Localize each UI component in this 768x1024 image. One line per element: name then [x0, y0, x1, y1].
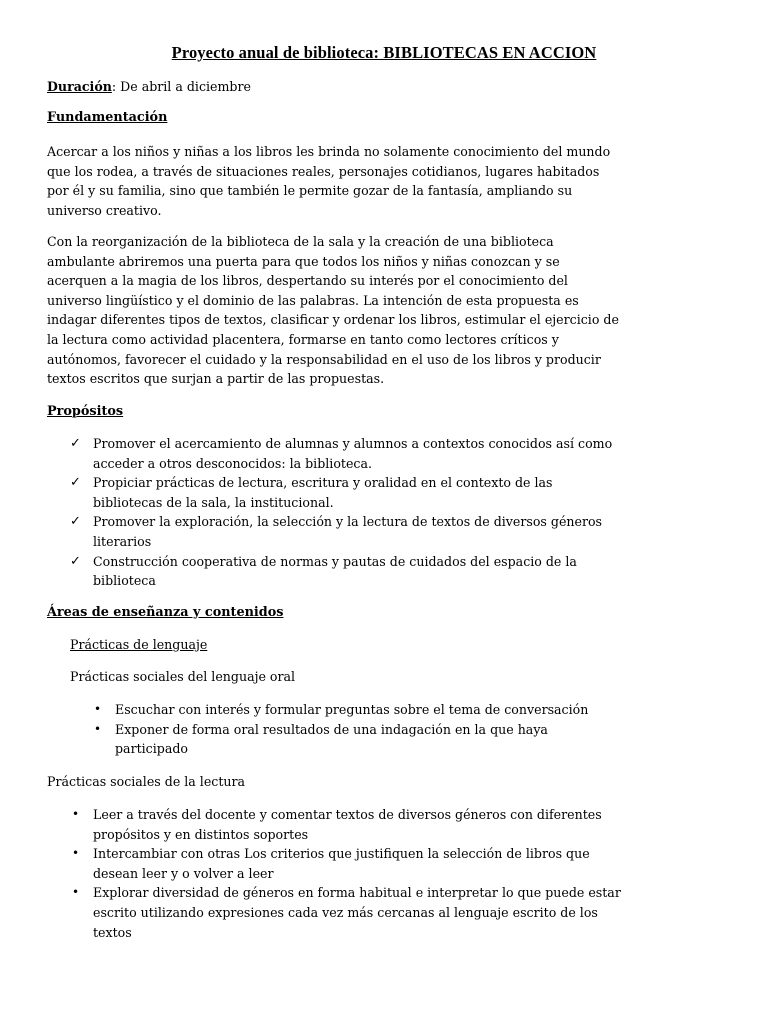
oral-list — [92, 700, 588, 759]
list-item-text: escrito utilizando expresiones cada vez más cercanas al lenguaje escrito de los — [93, 904, 598, 920]
paragraph-line: la lectura como actividad placentera, formarse en tanto como lectores críticos y — [47, 331, 559, 347]
list-item — [70, 844, 621, 883]
paragraph-line: ambulante abriremos una puerta para que todos los niños y niñas conozcan y se — [47, 253, 560, 269]
list-item-text: literarios — [93, 533, 152, 549]
list-item-text: Explorar diversidad de géneros en forma habitual e interpretar lo que puede estar — [93, 885, 621, 901]
list-item — [92, 720, 588, 759]
checkmark-icon: ✓ — [70, 514, 81, 530]
list-item — [70, 473, 612, 512]
list-item — [70, 512, 612, 551]
paragraph-line: universo creativo. — [47, 202, 162, 218]
list-item — [70, 434, 612, 473]
duration-value: : De abril a diciembre — [111, 79, 251, 94]
lectura-list — [70, 805, 621, 942]
propositos-list — [70, 434, 612, 591]
list-item-text: Escuchar con interés y formular preguntas sobre el tema de conversación — [115, 702, 589, 717]
paragraph-line: que los rodea, a través de situaciones reales, personajes cotidianos, lugares habitados — [47, 163, 600, 179]
list-item-text: acceder a otros desconocidos: la biblioteca. — [93, 455, 372, 471]
list-item-text: textos — [93, 924, 132, 940]
bullet-icon: • — [94, 702, 102, 716]
fundamentacion-paragraph-1 — [47, 142, 727, 220]
list-item-text: biblioteca — [93, 573, 156, 589]
list-item-text: Exponer de forma oral resultados de una indagación en la que haya — [115, 721, 548, 737]
bullet-icon: • — [72, 807, 80, 821]
list-item — [70, 552, 612, 591]
practicas-lenguaje-subheading: Prácticas de lenguaje — [70, 637, 208, 652]
list-item-text: propósitos y en distintos soportes — [93, 826, 309, 842]
paragraph-line: textos escritos que surjan a partir de las propuestas. — [47, 371, 385, 387]
oral-subheading: Prácticas sociales del lenguaje oral — [70, 669, 296, 684]
paragraph-line: acerquen a la magia de los libros, despertando su interés por el conocimiento del — [47, 273, 568, 289]
list-item-text: Leer a través del docente y comentar textos de diversos géneros con diferentes — [93, 807, 602, 822]
checkmark-icon: ✓ — [70, 436, 81, 451]
list-item-text: participado — [115, 741, 188, 757]
duration-label: Duración — [47, 79, 112, 94]
list-item-text: Intercambiar con otras Los criterios que justifiquen la selección de libros que — [93, 846, 590, 862]
list-item-text: bibliotecas de la sala, la institucional. — [93, 494, 334, 510]
list-item-text: desean leer y o volver a leer — [93, 865, 274, 881]
paragraph-line: Con la reorganización de la biblioteca de la sala y la creación de una biblioteca — [47, 234, 554, 249]
duration-line — [47, 77, 251, 97]
paragraph-line: autónomos, favorecer el cuidado y la responsabilidad en el uso de los libros y producir — [47, 351, 601, 367]
paragraph-line: indagar diferentes tipos de textos, clasificar y ordenar los libros, estimular el ejercicio de — [47, 312, 619, 328]
areas-heading: Áreas de enseñanza y contenidos — [47, 605, 284, 620]
checkmark-icon: ✓ — [70, 475, 81, 491]
list-item — [70, 805, 621, 844]
bullet-icon: • — [94, 721, 102, 736]
list-item-text: Construcción cooperativa de normas y pautas de cuidados del espacio de la — [93, 553, 577, 569]
fundamentacion-heading: Fundamentación — [47, 110, 168, 125]
list-item — [92, 700, 588, 720]
fundamentacion-paragraph-2 — [47, 232, 727, 389]
bullet-icon: • — [72, 885, 80, 900]
bullet-icon: • — [72, 846, 80, 861]
paragraph-line: universo lingüístico y el dominio de las palabras. La intención de esta propuesta es — [47, 292, 579, 308]
list-item-text: Promover la exploración, la selección y la lectura de textos de diversos géneros — [93, 514, 603, 530]
propositos-heading: Propósitos — [47, 404, 124, 419]
checkmark-icon: ✓ — [70, 553, 81, 569]
document-title: Proyecto anual de biblioteca: BIBLIOTECAS EN ACCION — [171, 43, 597, 62]
list-item-text: Promover el acercamiento de alumnas y alumnos a contextos conocidos así como — [93, 436, 613, 451]
paragraph-line: Acercar a los niños y niñas a los libros les brinda no solamente conocimiento del mundo — [47, 144, 611, 159]
paragraph-line: por él y su familia, sino que también le permite gozar de la fantasía, ampliando su — [47, 183, 573, 199]
list-item-text: Propiciar prácticas de lectura, escritura y oralidad en el contexto de las — [93, 475, 553, 491]
list-item — [70, 883, 621, 942]
lectura-subheading: Prácticas sociales de la lectura — [47, 774, 246, 789]
